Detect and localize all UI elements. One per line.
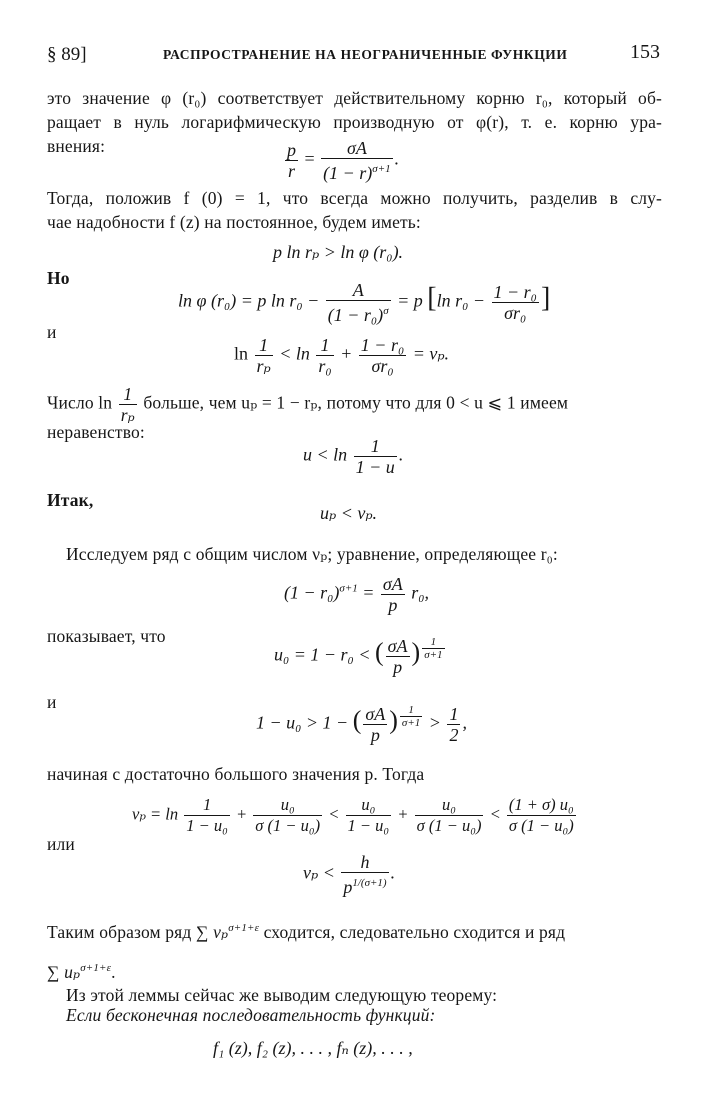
- eq3-right-bracket: ]: [540, 282, 551, 314]
- eq8-denominator: p: [393, 657, 403, 677]
- eq10-denominator-5: σ (1 − u₀): [508, 816, 574, 835]
- eq11-den-base: p: [343, 877, 353, 897]
- eq3-den1-base: (1 − r₀): [327, 305, 384, 325]
- equation-1: [283, 138, 399, 183]
- eq5-fraction: [354, 436, 397, 477]
- eq5-period: .: [398, 444, 404, 465]
- paragraph-2-line-1: Тогда, положив f (0) = 1, что всегда можно получить, разделив в слу-: [47, 188, 662, 208]
- eq1-lhs-denominator: r: [287, 161, 295, 181]
- eq10-fraction-4: [415, 795, 484, 836]
- eq10-fraction-2: [253, 795, 322, 836]
- paragraph-3-line-2: неравенство:: [47, 422, 145, 442]
- eq1-equals: =: [304, 148, 315, 169]
- paragraph-7-sum-2: [47, 962, 111, 982]
- paragraph-7-part-a: Таким образом ряд: [47, 921, 192, 942]
- eq9-half: [447, 704, 460, 745]
- paragraph-3: [47, 384, 568, 425]
- eq1-rhs-den-exponent: σ+1: [372, 163, 391, 175]
- paragraph-8: Из этой леммы сейчас же выводим следующую теорему:: [66, 985, 498, 1005]
- paragraph-7-line-2: [47, 956, 116, 984]
- sum-1-exponent: σ+1+ε: [228, 922, 260, 934]
- eq3-numerator-1: A: [326, 280, 391, 301]
- eq8-exp-denominator: σ+1: [424, 649, 443, 661]
- equation-6: uₚ < νₚ.: [320, 503, 378, 523]
- paragraph-3-fraction: [119, 384, 137, 425]
- eq3-fraction-1: [326, 280, 391, 325]
- sum-1-body: ∑ νₚ: [195, 921, 229, 942]
- section-number: § 89]: [47, 44, 87, 65]
- eq1-fraction-right: [321, 138, 393, 183]
- eq1-rhs-numerator: σA: [321, 138, 393, 159]
- eq3-fraction-2: [492, 282, 539, 323]
- eq9-exp-denominator: σ+1: [401, 717, 421, 729]
- eq10-numerator-3: u₀: [346, 795, 392, 816]
- paragraph-7-period: .: [111, 961, 116, 982]
- eq4-numerator-2: 1: [316, 335, 333, 356]
- eq11-period: .: [390, 862, 396, 883]
- word-i-2: и: [47, 692, 57, 712]
- paragraph-1-line-2: ращает в нуль логарифмическую производную от φ(r), т. е. корню ура-: [47, 112, 662, 132]
- equation-5: [303, 436, 403, 477]
- equation-3: [178, 280, 550, 325]
- equation-2: p ln rₚ > ln φ (r₀).: [273, 242, 404, 262]
- eq1-lhs-numerator: p: [287, 140, 296, 160]
- eq5-denominator: 1 − u: [355, 457, 395, 477]
- eq9-left-paren: (: [352, 705, 362, 735]
- paragraph-6: начиная с достаточно большого значения p. Тогда: [47, 764, 425, 784]
- paragraph-3-numerator: 1: [119, 384, 137, 405]
- paragraph-3-part-b: больше, чем uₚ = 1 − rₚ, потому что для 0 < u ⩽ 1 имеем: [143, 392, 569, 413]
- eq10-fraction-1: [184, 795, 230, 836]
- eq7-numerator: σA: [382, 574, 403, 594]
- eq4-fraction-1: [255, 335, 273, 376]
- paragraph-2: [47, 186, 662, 234]
- equation-7: [284, 574, 429, 615]
- paragraph-4: Исследуем ряд с общим числом νₚ; уравнение, определяющее r₀:: [66, 544, 558, 564]
- eq3-numerator-2: 1 − r₀: [493, 282, 537, 302]
- eq11-numerator: h: [341, 852, 388, 873]
- eq10-fraction-3: [346, 795, 392, 836]
- equation-11: [303, 852, 395, 897]
- eq7-equals: =: [362, 582, 375, 603]
- paragraph-1-line-1: это значение φ (r₀) соответствует действительному корню r₀, который об-: [47, 88, 662, 108]
- word-itak: Итак,: [47, 490, 94, 510]
- paragraph-2-line-2: чае надобности f (z) на постоянное, будем иметь:: [47, 212, 421, 232]
- eq7-denominator: p: [388, 595, 398, 615]
- eq1-period: .: [394, 148, 400, 169]
- eq10-less-1: <: [328, 804, 340, 824]
- eq3-part-c: ln r₀ −: [436, 290, 486, 311]
- eq4-part-b: < ln: [279, 343, 310, 364]
- eq4-part-c: +: [340, 343, 353, 364]
- paragraph-3-part-a: Число ln: [47, 392, 113, 413]
- paragraph-1-line-3: внения:: [47, 136, 106, 156]
- paragraph-7-part-b: сходится, следовательно сходится и ряд: [263, 921, 566, 942]
- eq10-part-a: νₚ = ln: [132, 804, 179, 824]
- eq4-fraction-2: [316, 335, 333, 376]
- eq4-fraction-3: [359, 335, 406, 376]
- eq3-denominator-1: [326, 301, 391, 325]
- eq4-part-d: = νₚ.: [412, 343, 450, 364]
- eq5-numerator: 1: [354, 436, 397, 457]
- equation-4: [234, 335, 449, 376]
- eq10-denominator-2: σ (1 − u₀): [255, 816, 321, 835]
- eq1-rhs-denominator: [321, 159, 393, 183]
- eq3-denominator-2: σr₀: [504, 303, 527, 323]
- eq3-part-a: ln φ (r₀) = p ln r₀ −: [178, 290, 320, 311]
- paragraph-7-sum-1: [196, 922, 259, 942]
- eq7-fraction: [381, 574, 405, 615]
- eq8-part-a: u₀ = 1 − r₀ <: [274, 644, 371, 665]
- eq8-exponent-fraction: [422, 636, 444, 661]
- equation-8: [274, 636, 447, 677]
- sum-2-body: ∑ uₚ: [47, 961, 81, 982]
- eq9-part-a: 1 − u₀ > 1 −: [256, 712, 349, 733]
- eq8-left-paren: (: [374, 637, 384, 667]
- eq7-part-c: r₀,: [411, 582, 430, 603]
- eq9-numerator: σA: [365, 704, 386, 724]
- eq7-exponent: σ+1: [339, 582, 358, 595]
- eq9-half-numerator: 1: [449, 704, 459, 724]
- eq9-exp-numerator: 1: [400, 704, 422, 717]
- eq9-denominator: p: [370, 725, 380, 745]
- eq4-part-a: ln: [234, 343, 249, 364]
- eq1-fraction-left: [285, 140, 298, 181]
- paragraph-3-denominator: rₚ: [120, 405, 135, 425]
- eq10-plus-2: +: [397, 804, 409, 824]
- eq8-right-paren: ): [411, 637, 421, 667]
- eq10-denominator-4: σ (1 − u₀): [416, 816, 482, 835]
- word-ili: или: [47, 834, 75, 854]
- eq7-part-a: (1 − r₀): [284, 582, 340, 603]
- eq1-rhs-den-base: (1 − r): [323, 163, 373, 183]
- word-no: Но: [47, 268, 70, 288]
- paragraph-5: показывает, что: [47, 626, 166, 646]
- eq9-exponent-fraction: [400, 704, 422, 729]
- eq10-plus-1: +: [236, 804, 248, 824]
- eq11-part-a: νₚ <: [303, 862, 335, 883]
- eq11-den-exponent: 1/(σ+1): [352, 877, 387, 889]
- sum-2-exponent: σ+1+ε: [80, 962, 112, 974]
- page-number: 153: [630, 41, 660, 63]
- paragraph-9-theorem: Если бесконечная последовательность функций:: [66, 1005, 436, 1025]
- eq3-den1-exponent: σ: [383, 305, 389, 317]
- word-i-1: и: [47, 322, 57, 342]
- eq4-numerator-3: 1 − r₀: [360, 335, 405, 355]
- equation-9: [256, 704, 467, 745]
- eq9-greater: >: [428, 712, 441, 733]
- eq9-right-paren: ): [389, 705, 398, 735]
- eq10-numerator-4: u₀: [415, 795, 484, 816]
- eq9-half-denominator: 2: [449, 725, 459, 745]
- eq3-left-bracket: [: [427, 282, 437, 314]
- eq11-denominator: [341, 873, 388, 897]
- eq8-exp-numerator: 1: [422, 636, 444, 649]
- eq10-numerator-2: u₀: [253, 795, 322, 816]
- eq10-numerator-1: 1: [184, 795, 230, 816]
- eq4-denominator-1: rₚ: [256, 356, 271, 376]
- eq10-fraction-5: [507, 795, 576, 836]
- eq9-fraction: [363, 704, 387, 745]
- equation-10: [132, 795, 578, 836]
- eq11-fraction: [341, 852, 388, 897]
- eq10-less-2: <: [489, 804, 501, 824]
- running-title: РАСПРОСТРАНЕНИЕ НА НЕОГРАНИЧЕННЫЕ ФУНКЦИИ: [163, 47, 568, 62]
- eq8-fraction: [386, 636, 410, 677]
- eq8-numerator: σA: [387, 636, 408, 656]
- eq4-numerator-1: 1: [255, 335, 273, 356]
- eq3-part-b: = p: [397, 290, 423, 311]
- equation-12: f₁ (z), f₂ (z), . . . , fₙ (z), . . . ,: [213, 1038, 413, 1058]
- eq10-denominator-3: 1 − u₀: [347, 816, 390, 835]
- eq9-comma: ,: [462, 712, 467, 733]
- eq10-numerator-5: (1 + σ) u₀: [508, 795, 574, 814]
- eq5-part-a: u < ln: [303, 444, 348, 465]
- eq4-denominator-3: σr₀: [371, 356, 394, 376]
- eq4-denominator-2: r₀: [318, 356, 332, 376]
- eq10-denominator-1: 1 − u₀: [186, 816, 228, 835]
- paragraph-7: [47, 916, 662, 944]
